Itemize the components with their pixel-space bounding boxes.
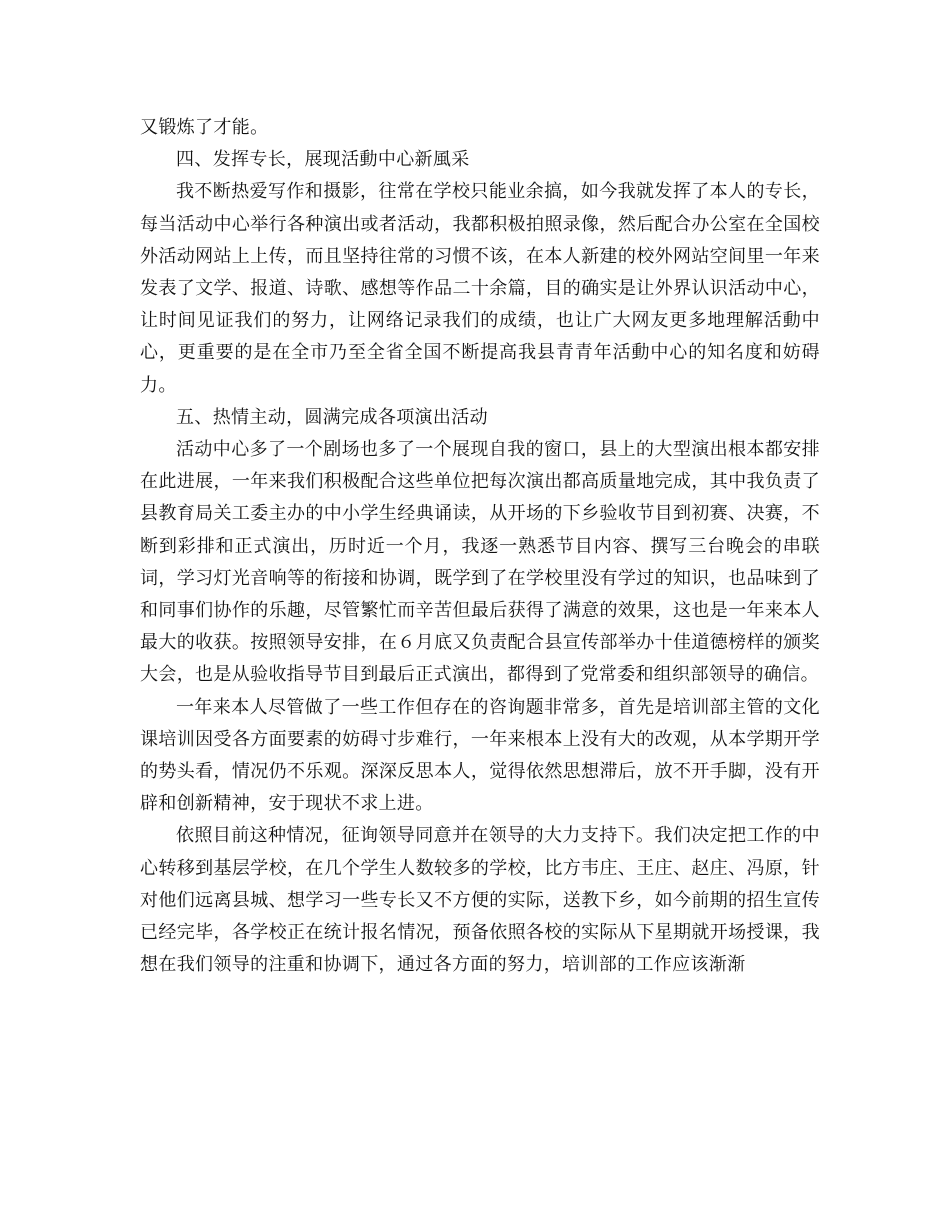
paragraph-writing-photography: 我不断热爱写作和摄影，往常在学校只能业余搞，如今我就发挥了本人的专长，每当活动中心举行各种演出或者活动，我都积极拍照录像，然后配合办公室在全国校外活动网站上上传，而且坚持往常的习惯不该，在本人新建的校外网站空间里一年来发表了文学、报道、诗歌、感想等作品二十余篇，目的确实是让外界认识活动中心，让时间见证我们的努力，让网络记录我们的成绩，也让广大网友更多地理解活動中心，更重要的是在全市乃至全省全国不断提高我县青青年活動中心的知名度和妨碍力。 (140, 181, 820, 396)
document-body (140, 112, 820, 981)
paragraph-performances: 活动中心多了一个剧场也多了一个展现自我的窗口，县上的大型演出根本都安排在此进展，一年来我们积极配合这些单位把每次演出都高质量地完成，其中我负责了县教育局关工委主办的中小学生经典诵读，从开场的下乡验收节目到初赛、决赛，不断到彩排和正式演出，历时近一个月，我逐一熟悉节目内容、撰写三台晚会的串联词，学习灯光音响等的衔接和协调，既学到了在学校里没有学过的知识，也品味到了和同事们协作的乐趣，尽管繁忙而辛苦但最后获得了满意的效果，这也是一年来本人最大的收获。按照领导安排，在６月底又负责配合县宣传部举办十佳道德榜样的颁奖大会，也是从验收指导节目到最后正式演出，都得到了党常委和组织部领导的确信。 (140, 439, 820, 686)
paragraph-plans: 依照目前这种情况，征询领导同意并在领导的大力支持下。我们决定把工作的中心转移到基层学校，在几个学生人数较多的学校，比方韦庄、王庄、赵庄、冯原，针对他们远离县城、想学习一些专长又不方便的实际，送教下乡，如今前期的招生宣传已经完毕，各学校正在统计报名情况，预备依照各校的实际从下星期就开场授课，我想在我们领导的注重和协调下，通过各方面的努力，培训部的工作应该渐渐 (140, 825, 820, 976)
paragraph-problems: 一年来本人尽管做了一些工作但存在的咨询题非常多，首先是培训部主管的文化课培训因受各方面要素的妨碍寸步难行，一年来根本上没有大的改观，从本学期开学的势头看，情况仍不乐观。深深反思本人，觉得依然思想滞后，放不开手脚，没有开辟和创新精神，安于现状不求上进。 (140, 696, 820, 815)
paragraph-continuation: 又锻炼了才能。 (140, 117, 269, 138)
section-heading-four: 四、发挥专长，展现活動中心新風采 (176, 149, 470, 171)
section-heading-five: 五、热情主动，圆满完成各项演出活动 (176, 406, 488, 428)
